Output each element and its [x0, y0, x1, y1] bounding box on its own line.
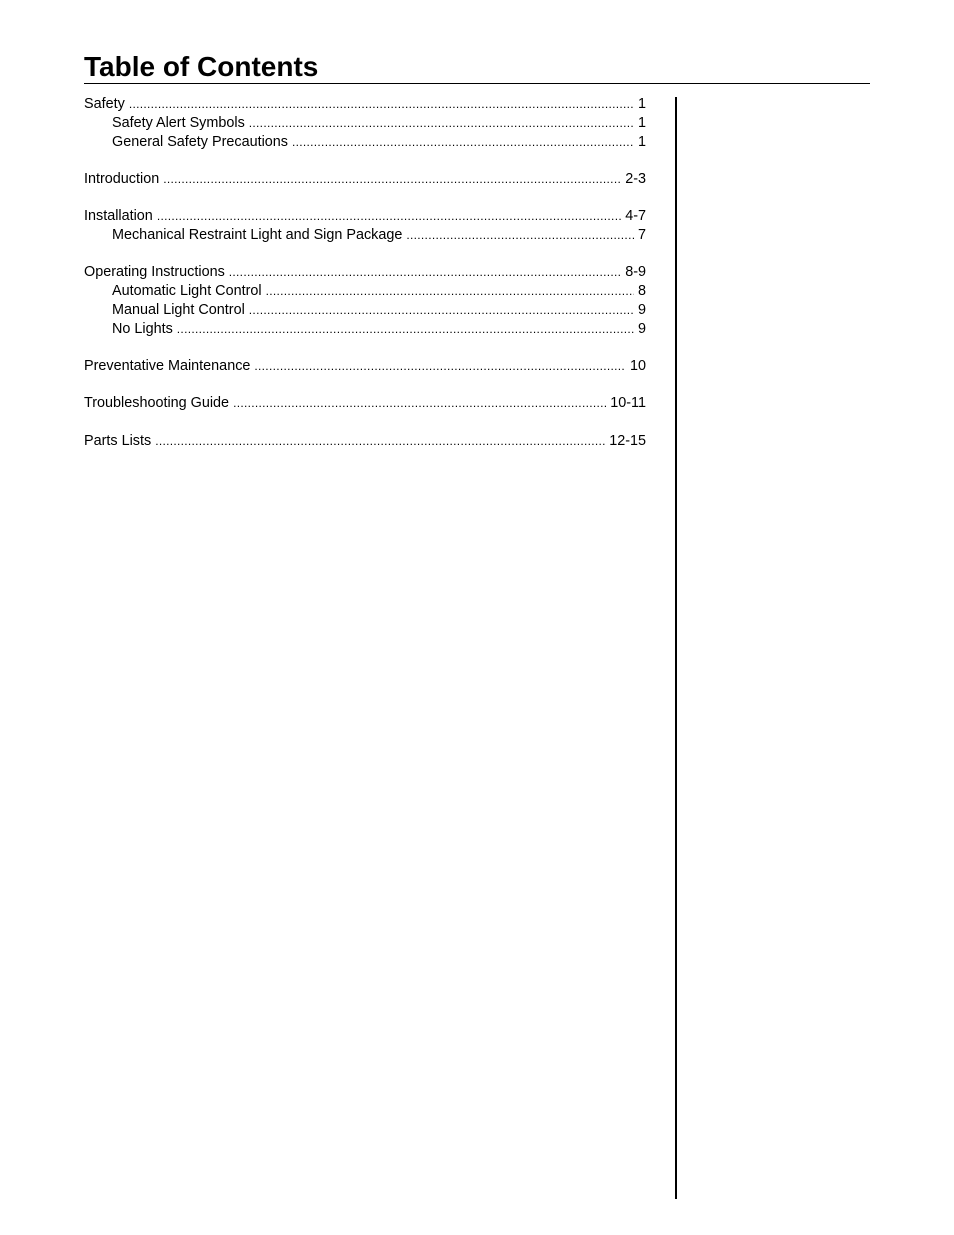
toc-entry-label: Preventative Maintenance [84, 357, 251, 374]
dot-leader [292, 133, 634, 152]
toc-subentry-mechanical-restraint-light-and-sign-package[interactable] [84, 226, 646, 245]
toc-entry-label: Safety Alert Symbols [112, 114, 245, 131]
toc-entry-label: No Lights [112, 320, 173, 337]
toc-entry-label: Manual Light Control [112, 301, 245, 318]
toc-section-preventative-maintenance [84, 357, 646, 376]
toc-page-number: 9 [637, 320, 646, 337]
toc-entry-parts-lists[interactable] [84, 432, 646, 451]
toc-entry-installation[interactable] [84, 207, 646, 226]
toc-subentry-manual-light-control[interactable] [84, 301, 646, 320]
dot-leader [266, 282, 634, 301]
dot-leader [233, 394, 606, 413]
toc-subentry-automatic-light-control[interactable] [84, 282, 646, 301]
toc-section-troubleshooting-guide [84, 394, 646, 413]
dot-leader [249, 114, 634, 133]
toc-entry-label: Troubleshooting Guide [84, 395, 230, 412]
dot-leader [249, 301, 634, 320]
dot-leader [155, 432, 605, 451]
toc-section-introduction [84, 170, 646, 189]
toc-page-number: 10-11 [610, 395, 646, 412]
toc-section-installation [84, 207, 646, 245]
toc-entry-introduction[interactable] [84, 170, 646, 189]
toc-page-number: 4-7 [625, 208, 646, 225]
toc-section-operating-instructions [84, 263, 646, 338]
dot-leader [129, 95, 634, 114]
table-of-contents [84, 95, 646, 469]
toc-page-number: 9 [637, 301, 646, 318]
toc-entry-troubleshooting-guide[interactable] [84, 394, 646, 413]
column-divider [675, 97, 677, 1199]
toc-page-number: 1 [637, 133, 646, 150]
toc-page-number: 8 [637, 283, 646, 300]
dot-leader [157, 207, 621, 226]
toc-entry-operating-instructions[interactable] [84, 263, 646, 282]
toc-subentry-safety-alert-symbols[interactable] [84, 114, 646, 133]
toc-entry-label: Parts Lists [84, 432, 152, 449]
dot-leader [229, 263, 621, 282]
toc-entry-label: Introduction [84, 170, 160, 187]
toc-section-safety [84, 95, 646, 151]
toc-entry-label: Mechanical Restraint Light and Sign Package [112, 226, 403, 243]
dot-leader [163, 170, 621, 189]
dot-leader [254, 357, 626, 376]
title-divider [84, 83, 870, 84]
dot-leader [177, 320, 634, 339]
toc-section-parts-lists [84, 432, 646, 451]
toc-page-number: 2-3 [625, 170, 646, 187]
toc-entry-label: Operating Instructions [84, 264, 225, 281]
toc-entry-label: Automatic Light Control [112, 283, 262, 300]
toc-page-number: 7 [637, 226, 646, 243]
toc-entry-safety[interactable] [84, 95, 646, 114]
toc-page-number: 12-15 [609, 432, 646, 449]
toc-subentry-no-lights[interactable] [84, 320, 646, 339]
toc-entry-label: General Safety Precautions [112, 133, 288, 150]
page-title: Table of Contents [84, 51, 319, 82]
toc-entry-label: Installation [84, 208, 153, 225]
toc-page-number: 1 [637, 96, 646, 112]
toc-page-number: 8-9 [625, 264, 646, 281]
toc-page-number: 10 [629, 357, 646, 374]
toc-entry-label: Safety [84, 96, 125, 112]
toc-subentry-general-safety-precautions[interactable] [84, 133, 646, 152]
dot-leader [406, 226, 634, 245]
toc-entry-preventative-maintenance[interactable] [84, 357, 646, 376]
toc-page-number: 1 [637, 114, 646, 131]
